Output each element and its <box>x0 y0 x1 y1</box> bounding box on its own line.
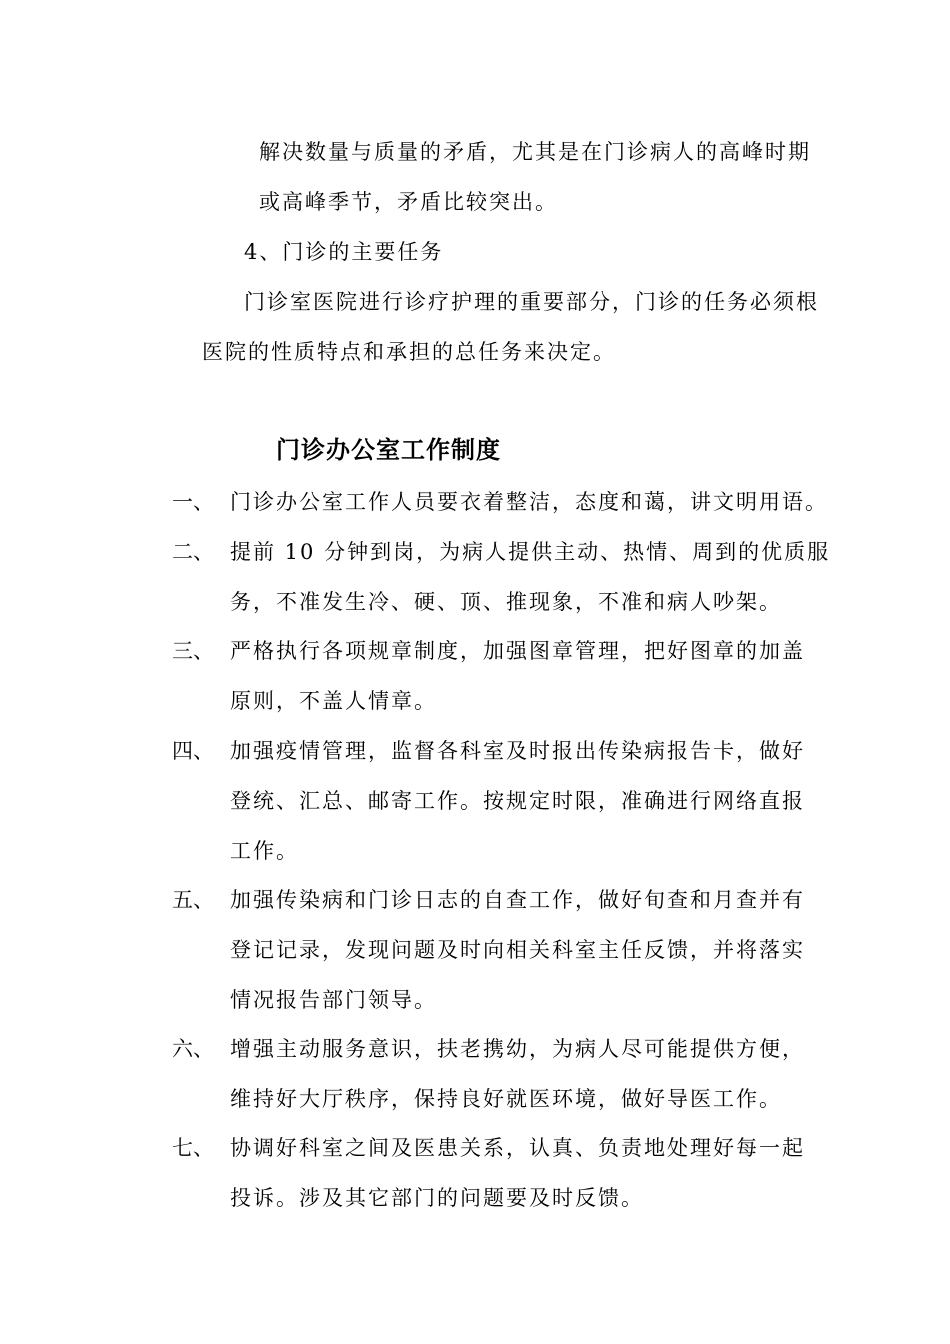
list-item-line: 登统、汇总、邮寄工作。按规定时限，准确进行网络直报 <box>230 789 805 813</box>
list-item <box>230 537 830 637</box>
list-item-line: 投诉。涉及其它部门的问题要及时反馈。 <box>230 1186 644 1210</box>
list-item-line: 提前 10 分钟到岗，为病人提供主动、热情、周到的优质服 <box>230 540 831 564</box>
list-item <box>230 736 830 886</box>
list-item-number: 六、 <box>172 1037 214 1061</box>
section-heading: 4、门诊的主要任务 <box>244 240 444 264</box>
intro-paragraph-line: 医院的性质特点和承担的总任务来决定。 <box>202 340 616 364</box>
list-item-line: 登记记录，发现问题及时向相关科室主任反馈，并将落实 <box>230 938 805 962</box>
list-item-number: 三、 <box>172 639 214 663</box>
list-item-number: 二、 <box>172 540 214 564</box>
list-item-number: 七、 <box>172 1136 214 1160</box>
intro-paragraph-line: 或高峰季节，矛盾比较突出。 <box>259 190 558 214</box>
list-item <box>230 1034 830 1134</box>
list-item-line: 加强疫情管理，监督各科室及时报出传染病报告卡，做好 <box>230 739 805 763</box>
intro-paragraph-line: 门诊室医院进行诊疗护理的重要部分，门诊的任务必须根 <box>244 290 819 314</box>
list-item-number: 四、 <box>172 739 214 763</box>
list-item <box>230 1133 830 1233</box>
intro-paragraph-line: 解决数量与质量的矛盾，尤其是在门诊病人的高峰时期 <box>259 140 811 164</box>
document-title: 门诊办公室工作制度 <box>276 436 501 464</box>
list-item-line: 维持好大厅秩序，保持良好就医环境，做好导医工作。 <box>230 1087 782 1111</box>
list-item-line: 协调好科室之间及医患关系，认真、负责地处理好每一起 <box>230 1136 805 1160</box>
list-item-number: 五、 <box>172 888 214 912</box>
list-item-line: 加强传染病和门诊日志的自查工作，做好旬查和月查并有 <box>230 888 805 912</box>
list-item-line: 门诊办公室工作人员要衣着整洁，态度和蔼，讲文明用语。 <box>230 490 828 514</box>
list-item-line: 原则，不盖人情章。 <box>230 689 437 713</box>
list-item-line: 增强主动服务意识，扶老携幼，为病人尽可能提供方便， <box>230 1037 805 1061</box>
list-item-line: 情况报告部门领导。 <box>230 988 437 1012</box>
list-item <box>230 885 830 1035</box>
list-item <box>230 487 830 537</box>
list-item <box>230 636 830 736</box>
list-item-line: 务，不准发生冷、硬、顶、推现象，不准和病人吵架。 <box>230 590 782 614</box>
list-item-line: 严格执行各项规章制度，加强图章管理，把好图章的加盖 <box>230 639 805 663</box>
list-item-number: 一、 <box>172 490 214 514</box>
list-item-line: 工作。 <box>230 839 299 863</box>
